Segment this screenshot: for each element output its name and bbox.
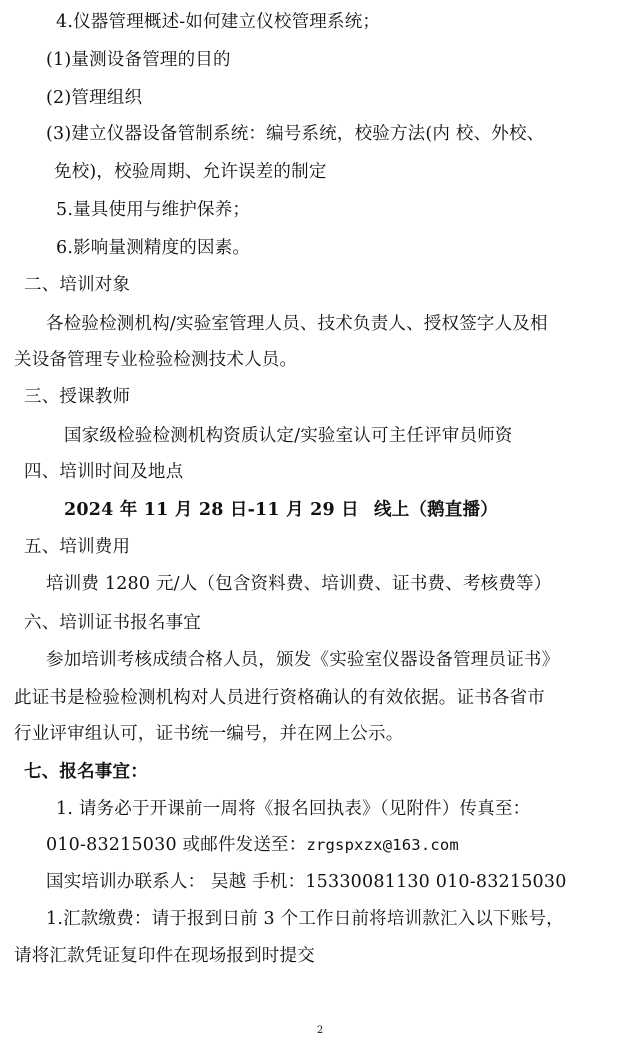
section-7-contact: 国实培训办联系人： 吴越 手机：15330081130 010-83215030 — [46, 872, 567, 892]
item-4-3-line1: (3)建立仪器设备管制系统：编号系统，校验方法(内 校、外校、 — [46, 124, 545, 144]
section-6-text-line2: 此证书是检验检测机构对人员进行资格确认的有效依据。证书各省市 — [14, 688, 545, 708]
section-7-payment-line2: 请将汇款凭证复印件在现场报到时提交 — [14, 946, 315, 966]
item-4: 4.仪器管理概述-如何建立仪校管理系统； — [56, 12, 381, 32]
section-2-title: 二、培训对象 — [24, 275, 131, 295]
section-6-title: 六、培训证书报名事宜 — [24, 613, 201, 633]
section-2-text-line1: 各检验检测机构/实验室管理人员、技术负责人、授权签字人及相 — [46, 314, 548, 334]
section-7-item-1: 1. 请务必于开课前一周将《报名回执表》（见附件）传真至： — [56, 799, 531, 819]
section-3-title: 三、授课教师 — [24, 387, 131, 407]
item-6: 6.影响量测精度的因素。 — [56, 238, 251, 258]
email-address: zrgspxzx@163.com — [306, 836, 459, 854]
section-6-text-line3: 行业评审组认可，证书统一编号，并在网上公示。 — [14, 724, 404, 744]
page-number: 2 — [316, 1025, 324, 1036]
item-4-3-line2: 免校)，校验周期、允许误差的制定 — [54, 162, 327, 182]
section-2-text-line2: 关设备管理专业检验检测技术人员。 — [14, 350, 298, 370]
section-5-title: 五、培训费用 — [24, 537, 131, 557]
section-4-title: 四、培训时间及地点 — [24, 462, 184, 482]
section-4-place: 线上（鹅直播） — [374, 500, 498, 520]
section-6-text-line1: 参加培训考核成绩合格人员，颁发《实验室仪器设备管理员证书》 — [46, 650, 560, 670]
section-3-text: 国家级检验检测机构资质认定/实验室认可主任评审员师资 — [64, 426, 513, 446]
item-5: 5.量具使用与维护保养； — [56, 200, 251, 220]
section-7-fax-line — [46, 833, 459, 857]
section-7-title: 七、报名事宜： — [24, 762, 148, 782]
section-4-date: 2024 年 11 月 28 日-11 月 29 日 — [64, 500, 359, 520]
section-7-payment-line1: 1.汇款缴费：请于报到日前 3 个工作日前将培训款汇入以下账号， — [46, 909, 564, 929]
fax-prefix: 010-83215030 或邮件发送至： — [46, 835, 307, 855]
item-4-2: (2)管理组织 — [46, 88, 143, 108]
item-4-1: (1)量测设备管理的目的 — [46, 50, 231, 70]
section-5-text: 培训费 1280 元/人（包含资料费、培训费、证书费、考核费等） — [46, 574, 552, 594]
